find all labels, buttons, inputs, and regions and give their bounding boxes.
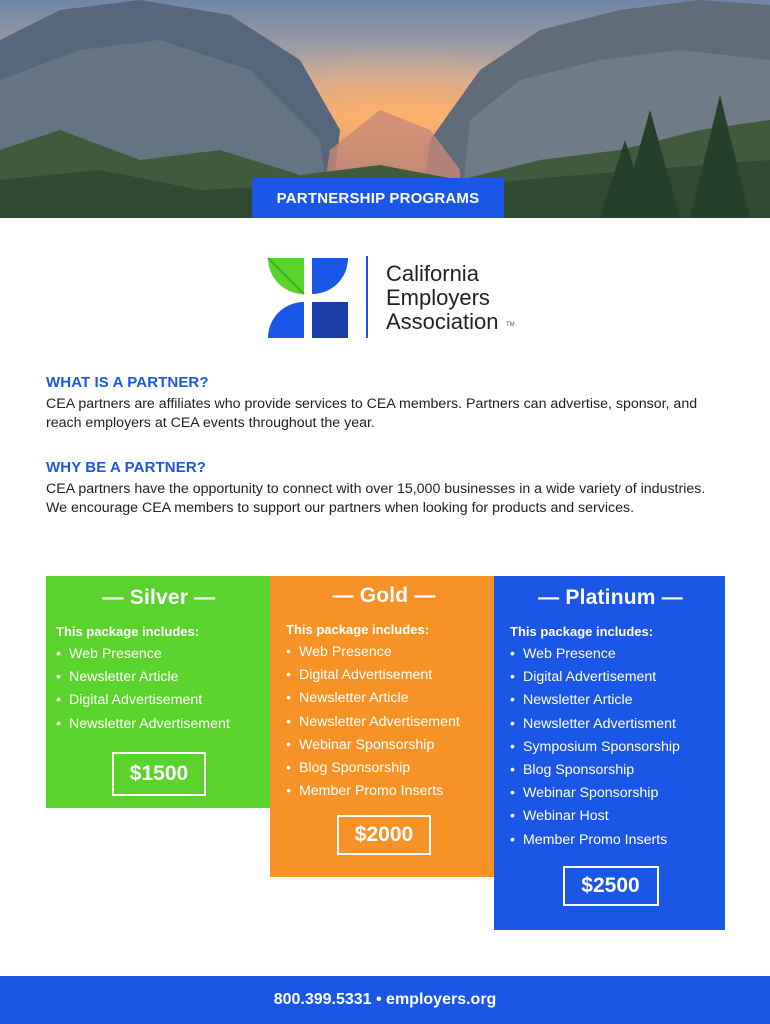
- hero-landscape-image: [0, 0, 770, 218]
- list-item: • Newsletter Article: [286, 687, 482, 710]
- cea-logo: [266, 256, 526, 340]
- gold-package-card: [270, 576, 496, 877]
- what-is-a-partner-heading: WHAT IS A PARTNER?: [46, 374, 209, 391]
- list-item: • Webinar Host: [510, 805, 711, 828]
- list-item: • Member Promo Inserts: [286, 780, 482, 803]
- why-be-a-partner-section: [46, 459, 726, 518]
- list-item: • Webinar Sponsorship: [286, 734, 482, 757]
- gold-price: $2000: [337, 815, 431, 855]
- list-item: • Webinar Sponsorship: [510, 782, 711, 805]
- gold-package-title: — Gold —: [332, 584, 436, 607]
- list-item: • Digital Advertisement: [286, 664, 482, 687]
- list-item: • Symposium Sponsorship: [510, 736, 711, 759]
- logo-wordmark: California Employers Association: [386, 261, 499, 334]
- platinum-package-card: [494, 576, 725, 930]
- list-item: • Member Promo Inserts: [510, 829, 711, 852]
- cea-leaf-logo-icon: [266, 256, 356, 340]
- what-is-a-partner-text: CEA partners are affiliates who provide services to CEA members. Partners can advertise, sponsor, and reach employers at CEA events throughout the year.: [46, 396, 698, 431]
- list-item: • Digital Advertisement: [510, 666, 711, 689]
- platinum-price: $2500: [563, 866, 659, 906]
- gold-feature-list: [286, 641, 482, 803]
- platinum-package-title: — Platinum —: [538, 586, 683, 609]
- list-item: • Newsletter Article: [510, 689, 711, 712]
- list-item: • Blog Sponsorship: [286, 757, 482, 780]
- silver-includes-label: This package includes:: [56, 624, 200, 639]
- silver-price: $1500: [112, 752, 206, 796]
- silver-feature-list: [56, 643, 262, 736]
- list-item: • Web Presence: [286, 641, 482, 664]
- platinum-includes-label: This package includes:: [510, 624, 654, 639]
- list-item: • Web Presence: [56, 643, 262, 666]
- partnership-programs-banner: PARTNERSHIP PROGRAMS: [252, 178, 504, 218]
- list-item: • Newsletter Advertisment: [510, 713, 711, 736]
- list-item: • Newsletter Advertisement: [286, 711, 482, 734]
- trademark-mark: TM: [506, 322, 515, 328]
- logo-divider: [366, 256, 368, 338]
- gold-includes-label: This package includes:: [286, 622, 430, 637]
- list-item: • Web Presence: [510, 643, 711, 666]
- silver-package-card: [46, 576, 272, 808]
- why-be-a-partner-text: CEA partners have the opportunity to connect with over 15,000 businesses in a wide variety of industries. We encourage CEA members to support our partners when looking for products and services.: [46, 481, 706, 516]
- why-be-a-partner-heading: WHY BE A PARTNER?: [46, 459, 207, 476]
- contact-footer: 800.399.5331 • employers.org: [0, 976, 770, 1024]
- silver-package-title: — Silver —: [102, 586, 216, 609]
- list-item: • Newsletter Advertisement: [56, 713, 262, 736]
- list-item: • Blog Sponsorship: [510, 759, 711, 782]
- what-is-a-partner-section: [46, 374, 726, 433]
- platinum-feature-list: [510, 643, 711, 852]
- list-item: • Digital Advertisement: [56, 689, 262, 712]
- list-item: • Newsletter Article: [56, 666, 262, 689]
